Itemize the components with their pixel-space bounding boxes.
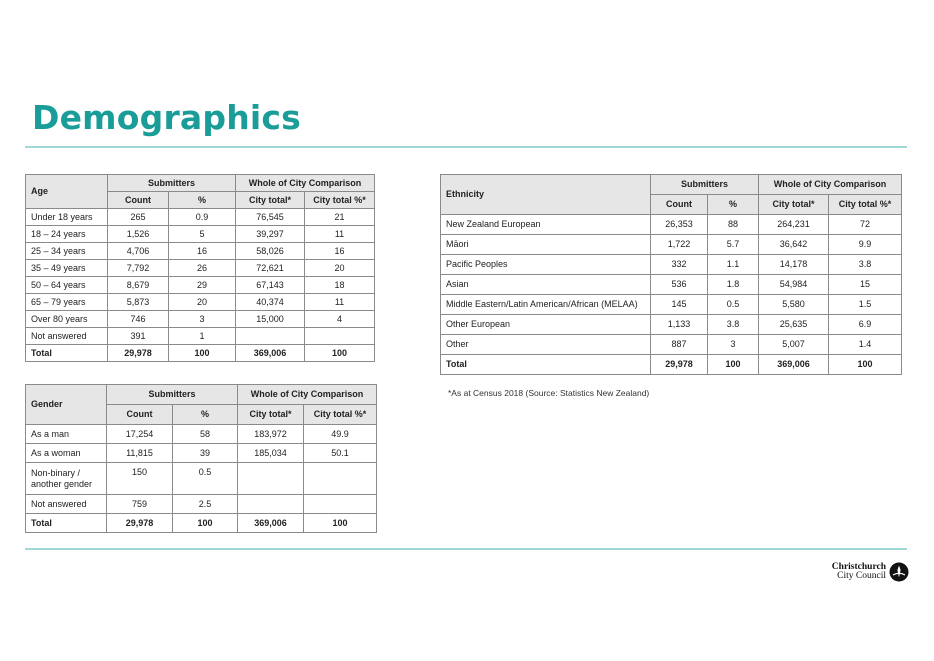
age-col-city-total: City total* <box>236 192 305 209</box>
age-cell: 40,374 <box>236 294 305 311</box>
bottom-divider <box>25 548 907 550</box>
ethnicity-cell: 5.7 <box>708 235 759 255</box>
gender-cell: 39 <box>173 444 238 463</box>
age-cell: 67,143 <box>236 277 305 294</box>
age-cell: 3 <box>169 311 236 328</box>
age-table-row <box>26 260 375 277</box>
gender-table-row <box>26 425 377 444</box>
age-cell: 7,792 <box>108 260 169 277</box>
ethnicity-total-row <box>441 355 902 375</box>
age-row-header: Age <box>26 175 108 209</box>
age-cell: 39,297 <box>236 226 305 243</box>
ethnicity-table-row <box>441 295 902 315</box>
gender-table-row <box>26 463 377 495</box>
ethnicity-cell: 1.4 <box>829 335 902 355</box>
gender-cell: 2.5 <box>173 495 238 514</box>
gender-col-count: Count <box>107 405 173 425</box>
gender-row-header: Gender <box>26 385 107 425</box>
age-cell <box>236 328 305 345</box>
ethnicity-cell: 54,984 <box>759 275 829 295</box>
ethnicity-cell: 72 <box>829 215 902 235</box>
gender-cell: 11,815 <box>107 444 173 463</box>
ethnicity-table-row <box>441 315 902 335</box>
age-cell: 18 <box>305 277 375 294</box>
gender-cell: 759 <box>107 495 173 514</box>
ethnicity-cell: 1,133 <box>651 315 708 335</box>
age-cell: 29,978 <box>108 345 169 362</box>
ethnicity-cell: 9.9 <box>829 235 902 255</box>
gender-col-percent: % <box>173 405 238 425</box>
gender-row-label: Not answered <box>26 495 107 514</box>
age-cell: 72,621 <box>236 260 305 277</box>
age-city-comparison-header: Whole of City Comparison <box>236 175 375 192</box>
gender-table-row <box>26 444 377 463</box>
gender-cell: 183,972 <box>238 425 304 444</box>
age-cell: 76,545 <box>236 209 305 226</box>
ethnicity-cell: 145 <box>651 295 708 315</box>
gender-cell: 29,978 <box>107 514 173 533</box>
age-cell <box>305 328 375 345</box>
gender-row-label: Non-binary / another gender <box>26 463 107 495</box>
ethnicity-col-percent: % <box>708 195 759 215</box>
ethnicity-cell: 3.8 <box>708 315 759 335</box>
gender-cell: 50.1 <box>304 444 377 463</box>
ethnicity-cell: 15 <box>829 275 902 295</box>
age-row-label: Over 80 years <box>26 311 108 328</box>
age-cell: 26 <box>169 260 236 277</box>
age-cell: 8,679 <box>108 277 169 294</box>
ethnicity-row-label: Asian <box>441 275 651 295</box>
age-row-label: 25 – 34 years <box>26 243 108 260</box>
ethnicity-cell: 29,978 <box>651 355 708 375</box>
ethnicity-row-label: Middle Eastern/Latin American/African (MELAA) <box>441 295 651 315</box>
gender-table-row <box>26 495 377 514</box>
ethnicity-cell: 26,353 <box>651 215 708 235</box>
gender-total-row <box>26 514 377 533</box>
gender-cell: 150 <box>107 463 173 495</box>
ethnicity-cell: 1.1 <box>708 255 759 275</box>
age-table-row <box>26 311 375 328</box>
age-cell: 100 <box>305 345 375 362</box>
age-cell: 369,006 <box>236 345 305 362</box>
ethnicity-row-label: New Zealand European <box>441 215 651 235</box>
ethnicity-cell: 100 <box>829 355 902 375</box>
ethnicity-cell: 3.8 <box>829 255 902 275</box>
ethnicity-cell: 1.8 <box>708 275 759 295</box>
ethnicity-table-row <box>441 275 902 295</box>
gender-cell: 100 <box>304 514 377 533</box>
age-row-label: 65 – 79 years <box>26 294 108 311</box>
ethnicity-cell: 14,178 <box>759 255 829 275</box>
gender-cell: 369,006 <box>238 514 304 533</box>
age-cell: 20 <box>169 294 236 311</box>
gender-cell: 0.5 <box>173 463 238 495</box>
council-logo <box>826 562 910 584</box>
age-cell: 11 <box>305 226 375 243</box>
age-cell: 16 <box>169 243 236 260</box>
ethnicity-table-row <box>441 215 902 235</box>
age-table-row <box>26 328 375 345</box>
ethnicity-cell: 3 <box>708 335 759 355</box>
ethnicity-table <box>440 174 902 375</box>
gender-cell: 58 <box>173 425 238 444</box>
age-cell: 100 <box>169 345 236 362</box>
ethnicity-table-row <box>441 335 902 355</box>
age-row-label: 35 – 49 years <box>26 260 108 277</box>
ethnicity-row-label: Total <box>441 355 651 375</box>
age-submitters-header: Submitters <box>108 175 236 192</box>
age-cell: 16 <box>305 243 375 260</box>
ethnicity-cell: 0.5 <box>708 295 759 315</box>
gender-city-comparison-header: Whole of City Comparison <box>238 385 377 405</box>
ethnicity-cell: 36,642 <box>759 235 829 255</box>
logo-wordmark <box>832 563 886 581</box>
age-cell: 391 <box>108 328 169 345</box>
gender-table <box>25 384 377 533</box>
age-col-count: Count <box>108 192 169 209</box>
gender-cell <box>238 463 304 495</box>
top-divider <box>25 146 907 148</box>
gender-cell <box>238 495 304 514</box>
logo-line-1: Christchurch <box>831 562 886 572</box>
ethnicity-cell: 5,580 <box>759 295 829 315</box>
gender-row-label: Total <box>26 514 107 533</box>
ethnicity-row-label: Other <box>441 335 651 355</box>
ethnicity-cell: 6.9 <box>829 315 902 335</box>
age-cell: 0.9 <box>169 209 236 226</box>
gender-cell: 17,254 <box>107 425 173 444</box>
ethnicity-table-row <box>441 235 902 255</box>
age-cell: 1,526 <box>108 226 169 243</box>
age-table-row <box>26 226 375 243</box>
gender-col-city-total: City total* <box>238 405 304 425</box>
gender-cell: 49.9 <box>304 425 377 444</box>
footnote: *As at Census 2018 (Source: Statistics New Zealand) <box>448 388 650 398</box>
age-cell: 4,706 <box>108 243 169 260</box>
gender-row-label: As a man <box>26 425 107 444</box>
age-cell: 11 <box>305 294 375 311</box>
gender-row-label: As a woman <box>26 444 107 463</box>
ethnicity-col-count: Count <box>651 195 708 215</box>
age-col-city-percent: City total %* <box>305 192 375 209</box>
ethnicity-col-city-percent: City total %* <box>829 195 902 215</box>
age-row-label: Not answered <box>26 328 108 345</box>
age-cell: 15,000 <box>236 311 305 328</box>
ethnicity-row-label: Pacific Peoples <box>441 255 651 275</box>
ethnicity-table-row <box>441 255 902 275</box>
gender-col-city-percent: City total %* <box>304 405 377 425</box>
ethnicity-row-label: Other European <box>441 315 651 335</box>
age-cell: 4 <box>305 311 375 328</box>
age-row-label: Under 18 years <box>26 209 108 226</box>
age-row-label: 50 – 64 years <box>26 277 108 294</box>
ethnicity-submitters-header: Submitters <box>651 175 759 195</box>
age-cell: 265 <box>108 209 169 226</box>
age-row-label: 18 – 24 years <box>26 226 108 243</box>
ethnicity-cell: 88 <box>708 215 759 235</box>
ethnicity-cell: 5,007 <box>759 335 829 355</box>
gender-submitters-header: Submitters <box>107 385 238 405</box>
age-table-row <box>26 243 375 260</box>
ethnicity-cell: 369,006 <box>759 355 829 375</box>
age-col-percent: % <box>169 192 236 209</box>
age-cell: 1 <box>169 328 236 345</box>
age-cell: 58,026 <box>236 243 305 260</box>
logo-line-2: City Council <box>837 571 886 581</box>
age-table <box>25 174 375 362</box>
ethnicity-cell: 536 <box>651 275 708 295</box>
page-title: Demographics <box>32 98 302 137</box>
ethnicity-cell: 264,231 <box>759 215 829 235</box>
age-row-label: Total <box>26 345 108 362</box>
ethnicity-city-comparison-header: Whole of City Comparison <box>759 175 902 195</box>
age-cell: 29 <box>169 277 236 294</box>
age-cell: 746 <box>108 311 169 328</box>
gender-cell <box>304 495 377 514</box>
ethnicity-cell: 25,635 <box>759 315 829 335</box>
age-table-row <box>26 294 375 311</box>
age-table-row <box>26 277 375 294</box>
age-cell: 5,873 <box>108 294 169 311</box>
gender-cell: 185,034 <box>238 444 304 463</box>
age-cell: 20 <box>305 260 375 277</box>
ethnicity-cell: 332 <box>651 255 708 275</box>
ethnicity-row-label: Māori <box>441 235 651 255</box>
gender-cell <box>304 463 377 495</box>
ethnicity-cell: 1.5 <box>829 295 902 315</box>
ethnicity-cell: 100 <box>708 355 759 375</box>
age-cell: 21 <box>305 209 375 226</box>
council-emblem-icon <box>889 562 909 582</box>
age-table-row <box>26 209 375 226</box>
age-cell: 5 <box>169 226 236 243</box>
age-total-row <box>26 345 375 362</box>
ethnicity-col-city-total: City total* <box>759 195 829 215</box>
ethnicity-cell: 887 <box>651 335 708 355</box>
gender-cell: 100 <box>173 514 238 533</box>
ethnicity-row-header: Ethnicity <box>441 175 651 215</box>
ethnicity-cell: 1,722 <box>651 235 708 255</box>
